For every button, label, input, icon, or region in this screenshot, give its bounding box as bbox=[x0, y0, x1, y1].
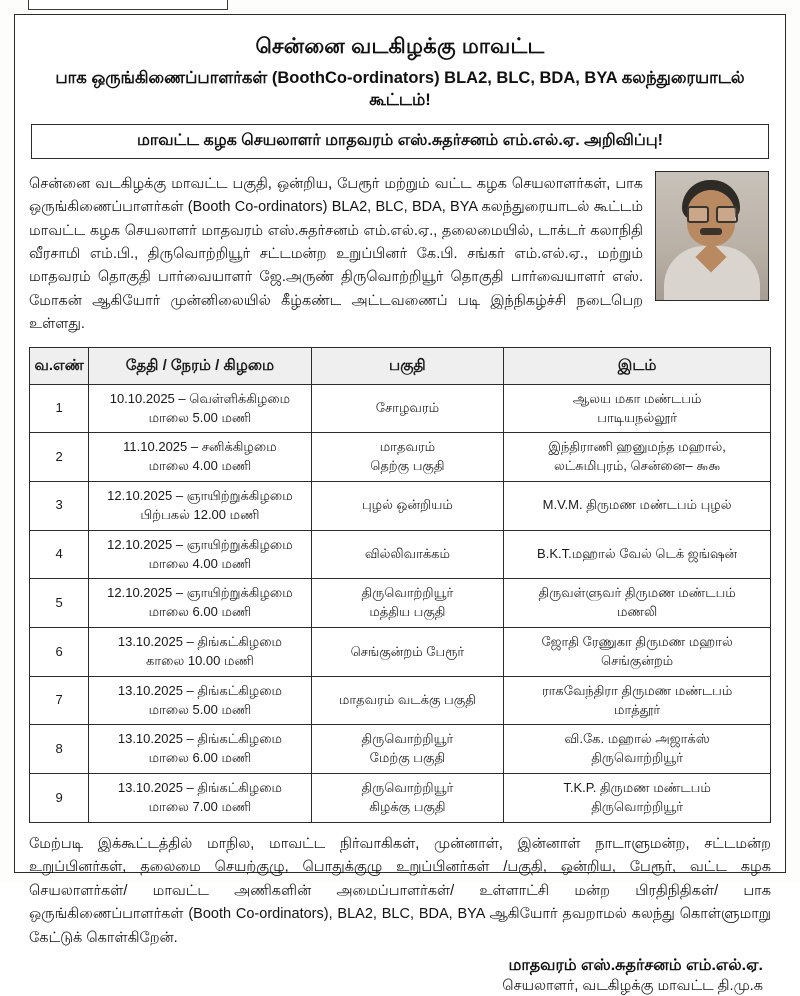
cell-sno: 8 bbox=[30, 725, 89, 774]
cell-date-line1: 12.10.2025 – ஞாயிற்றுக்கிழமை bbox=[107, 585, 293, 601]
cell-area bbox=[311, 579, 504, 628]
cell-venue bbox=[504, 433, 771, 482]
cell-sno: 2 bbox=[30, 433, 89, 482]
cell-venue-line2: லட்சுமிபுரம், சென்னை– ௯௯ bbox=[554, 458, 721, 474]
col-header-venue: இடம் bbox=[504, 347, 771, 384]
cell-date-line1: 12.10.2025 – ஞாயிற்றுக்கிழமை bbox=[107, 488, 293, 504]
cell-venue-line1: வி.கே. மஹால் அஜாக்ஸ் bbox=[564, 731, 710, 747]
top-edge-sliver bbox=[28, 0, 228, 10]
cell-venue bbox=[504, 725, 771, 774]
cell-date bbox=[89, 725, 311, 774]
cell-date-line2: மாலை 5.00 மணி bbox=[148, 701, 252, 717]
cell-date-line2: மாலை 6.00 மணி bbox=[148, 604, 252, 620]
cell-area bbox=[311, 482, 504, 531]
cell-sno: 4 bbox=[30, 530, 89, 579]
cell-area-line1: புழல் ஒன்றியம் bbox=[361, 497, 453, 513]
cell-area bbox=[311, 725, 504, 774]
cell-date bbox=[89, 530, 311, 579]
cell-sno: 5 bbox=[30, 579, 89, 628]
signature-block bbox=[29, 956, 771, 996]
cell-venue-line2: பாடியநல்லூர் bbox=[597, 409, 677, 425]
cell-area-line1: செங்குன்றம் பேரூர் bbox=[350, 643, 465, 659]
cell-venue bbox=[504, 482, 771, 531]
cell-area-line2: மேற்கு பகுதி bbox=[369, 750, 446, 766]
cell-venue-line1: ஜோதி ரேணுகா திருமண மஹால் bbox=[541, 634, 733, 650]
table-row bbox=[30, 628, 771, 677]
cell-area bbox=[311, 384, 504, 433]
cell-area-line1: திருவொற்றியூர் bbox=[361, 780, 454, 796]
table-row bbox=[30, 530, 771, 579]
portrait-moustache bbox=[700, 228, 722, 235]
cell-venue-line2: திருவொற்றியூர் bbox=[591, 750, 683, 766]
cell-date-line1: 13.10.2025 – திங்கட்கிழமை bbox=[117, 780, 282, 796]
cell-date-line1: 13.10.2025 – திங்கட்கிழமை bbox=[117, 682, 282, 698]
table-row bbox=[30, 676, 771, 725]
cell-area-line1: சோழவரம் bbox=[375, 400, 440, 416]
table-row bbox=[30, 433, 771, 482]
cell-venue bbox=[504, 384, 771, 433]
cell-date-line1: 13.10.2025 – திங்கட்கிழமை bbox=[117, 634, 282, 650]
cell-date-line1: 10.10.2025 – வெள்ளிக்கிழமை bbox=[109, 390, 291, 406]
portrait-photo bbox=[655, 171, 769, 301]
table-row bbox=[30, 579, 771, 628]
cell-date bbox=[89, 433, 311, 482]
cell-area-line1: வில்லிவாக்கம் bbox=[364, 546, 450, 562]
cell-venue-line1: இந்திராணி ஹனுமந்த மஹால், bbox=[548, 439, 726, 455]
cell-venue-line2: திருவொற்றியூர் bbox=[591, 799, 683, 815]
cell-sno: 3 bbox=[30, 482, 89, 531]
cell-venue-line2: செங்குன்றம் bbox=[601, 652, 674, 668]
cell-venue-line1: M.V.M. திருமண மண்டபம் புழல் bbox=[542, 497, 732, 513]
cell-venue-line1: ராகவேந்திரா திருமண மண்டபம் bbox=[541, 682, 733, 698]
cell-venue-line1: T.K.P. திருமண மண்டபம் bbox=[563, 780, 711, 796]
table-row bbox=[30, 384, 771, 433]
cell-sno: 7 bbox=[30, 676, 89, 725]
cell-venue-line1: திருவள்ளுவர் திருமண மண்டபம் bbox=[538, 585, 736, 601]
cell-venue bbox=[504, 628, 771, 677]
cell-area bbox=[311, 530, 504, 579]
cell-date-line1: 11.10.2025 – சனிக்கிழமை bbox=[123, 439, 277, 455]
col-header-date: தேதி / நேரம் / கிழமை bbox=[89, 347, 311, 384]
cell-venue bbox=[504, 579, 771, 628]
cell-area-line2: தெற்கு பகுதி bbox=[370, 458, 445, 474]
cell-date-line2: மாலை 4.00 மணி bbox=[148, 458, 252, 474]
page-subtitle: பாக ஒருங்கிணைப்பாளர்கள் (BoothCo-ordinators) BLA2, BLC, BDA, BYA கலந்துரையாடல் கூட்டம்! bbox=[55, 69, 745, 110]
glasses-right-icon bbox=[716, 206, 738, 223]
cell-area bbox=[311, 433, 504, 482]
signature-name: மாதவரம் எஸ்.சுதர்சனம் எம்.எல்.ஏ. bbox=[508, 957, 763, 975]
cell-area bbox=[311, 676, 504, 725]
cell-area-line1: திருவொற்றியூர் bbox=[361, 731, 454, 747]
signature-role: செயலாளர், வடகிழக்கு மாவட்ட தி.மு.க bbox=[502, 978, 763, 995]
table-row bbox=[30, 774, 771, 823]
schedule-table bbox=[29, 347, 771, 823]
cell-date bbox=[89, 482, 311, 531]
footer-paragraph: மேற்படி இக்கூட்டத்தில் மாநில, மாவட்ட நிர்வாகிகள், முன்னாள், இன்னாள் நாடாளுமன்ற, சட்டமன்ற உறுப்பினர்கள், தலைமை செயற்குழு, பொதுக்குழு உறுப்பினர்கள் /பகுதி, ஒன்றிய, பேரூர், வட்ட கழக செயலாளர்கள்/ மாவட்ட அணிகளின் அமைப்பாளர்கள்/ உள்ளாட்சி மன்ற பிரதிநிதிகள்/ பாக ஒருங்கிணைப்பாளர்கள் (Booth Co-ordinators), BLA2, BLC, BDA, BYA ஆகியோர் தவறாமல் கலந்து கொள்ளுமாறு கேட்டுக் கொள்கிறேன். bbox=[29, 835, 771, 946]
intro-section bbox=[29, 171, 771, 337]
cell-date-line2: பிற்பகல் 12.00 மணி bbox=[140, 506, 260, 522]
page-title: சென்னை வடகிழக்கு மாவட்ட bbox=[255, 35, 545, 58]
cell-date bbox=[89, 384, 311, 433]
cell-venue-line1: B.K.T.மஹால் வேல் டெக் ஜங்ஷன் bbox=[537, 546, 738, 562]
glasses-icon bbox=[687, 206, 709, 223]
cell-date-line2: மாலை 6.00 மணி bbox=[148, 750, 252, 766]
cell-date-line2: மாலை 5.00 மணி bbox=[148, 409, 252, 425]
intro-paragraph: சென்னை வடகிழக்கு மாவட்ட பகுதி, ஒன்றிய, பேரூர் மற்றும் வட்ட கழக செயலாளர்கள், பாக ஒருங்கிணைப்பாளர்கள் (Booth Co-ordinators) BLA2, BLC, BDA, BYA கலந்துரையாடல் கூட்டம் மாவட்ட கழக செயலாளர் மாதவரம் எஸ்.சுதர்சனம் எம்.எல்.ஏ., தலைமையில், டாக்டர் கலாநிதி வீரசாமி எம்.பி., திருவொற்றியூர் சட்டமன்ற உறுப்பினர் கே.பி. சங்கர் எம்.எல்.ஏ., மற்றும் மாதவரம் தொகுதி பார்வையாளர் ஜே.அருண் திருவொற்றியூர் தொகுதி பார்வையாளர் எஸ். மோகன் ஆகியோர் முன்னிலையில் கீழ்கண்ட அட்டவணைப் படி இந்நிகழ்ச்சி நடைபெற உள்ளது. bbox=[29, 175, 643, 333]
table-header-row bbox=[30, 347, 771, 384]
cell-date-line1: 13.10.2025 – திங்கட்கிழமை bbox=[117, 731, 282, 747]
cell-date bbox=[89, 628, 311, 677]
cell-venue-line2: மாத்தூர் bbox=[614, 701, 661, 717]
cell-area-line2: கிழக்கு பகுதி bbox=[369, 799, 446, 815]
cell-area bbox=[311, 628, 504, 677]
cell-date-line1: 12.10.2025 – ஞாயிற்றுக்கிழமை bbox=[107, 536, 293, 552]
cell-area-line1: மாதவரம் வடக்கு பகுதி bbox=[338, 692, 476, 708]
table-row bbox=[30, 482, 771, 531]
announcement-banner: மாவட்ட கழக செயலாளர் மாதவரம் எஸ்.சுதர்சனம் எம்.எல்.ஏ. அறிவிப்பு! bbox=[31, 124, 769, 159]
cell-area-line1: திருவொற்றியூர் bbox=[361, 585, 454, 601]
cell-date bbox=[89, 676, 311, 725]
cell-venue bbox=[504, 676, 771, 725]
cell-sno: 6 bbox=[30, 628, 89, 677]
cell-area bbox=[311, 774, 504, 823]
notice-sheet bbox=[14, 14, 786, 995]
cell-sno: 1 bbox=[30, 384, 89, 433]
table-body bbox=[30, 384, 771, 822]
cell-area-line1: மாதவரம் bbox=[379, 439, 436, 455]
cell-venue bbox=[504, 774, 771, 823]
cell-venue bbox=[504, 530, 771, 579]
cell-date-line2: மாலை 4.00 மணி bbox=[148, 555, 252, 571]
cell-venue-line1: ஆலய மகா மண்டபம் bbox=[572, 390, 702, 406]
cell-date bbox=[89, 774, 311, 823]
cell-date-line2: காலை 10.00 மணி bbox=[146, 652, 254, 668]
table-row bbox=[30, 725, 771, 774]
cell-venue-line2: மணலி bbox=[616, 604, 658, 620]
cell-sno: 9 bbox=[30, 774, 89, 823]
col-header-area: பகுதி bbox=[311, 347, 504, 384]
cell-date-line2: மாலை 7.00 மணி bbox=[148, 799, 252, 815]
cell-date bbox=[89, 579, 311, 628]
cell-area-line2: மத்திய பகுதி bbox=[369, 604, 446, 620]
col-header-sno: வ.எண் bbox=[30, 347, 89, 384]
table-header bbox=[30, 347, 771, 384]
